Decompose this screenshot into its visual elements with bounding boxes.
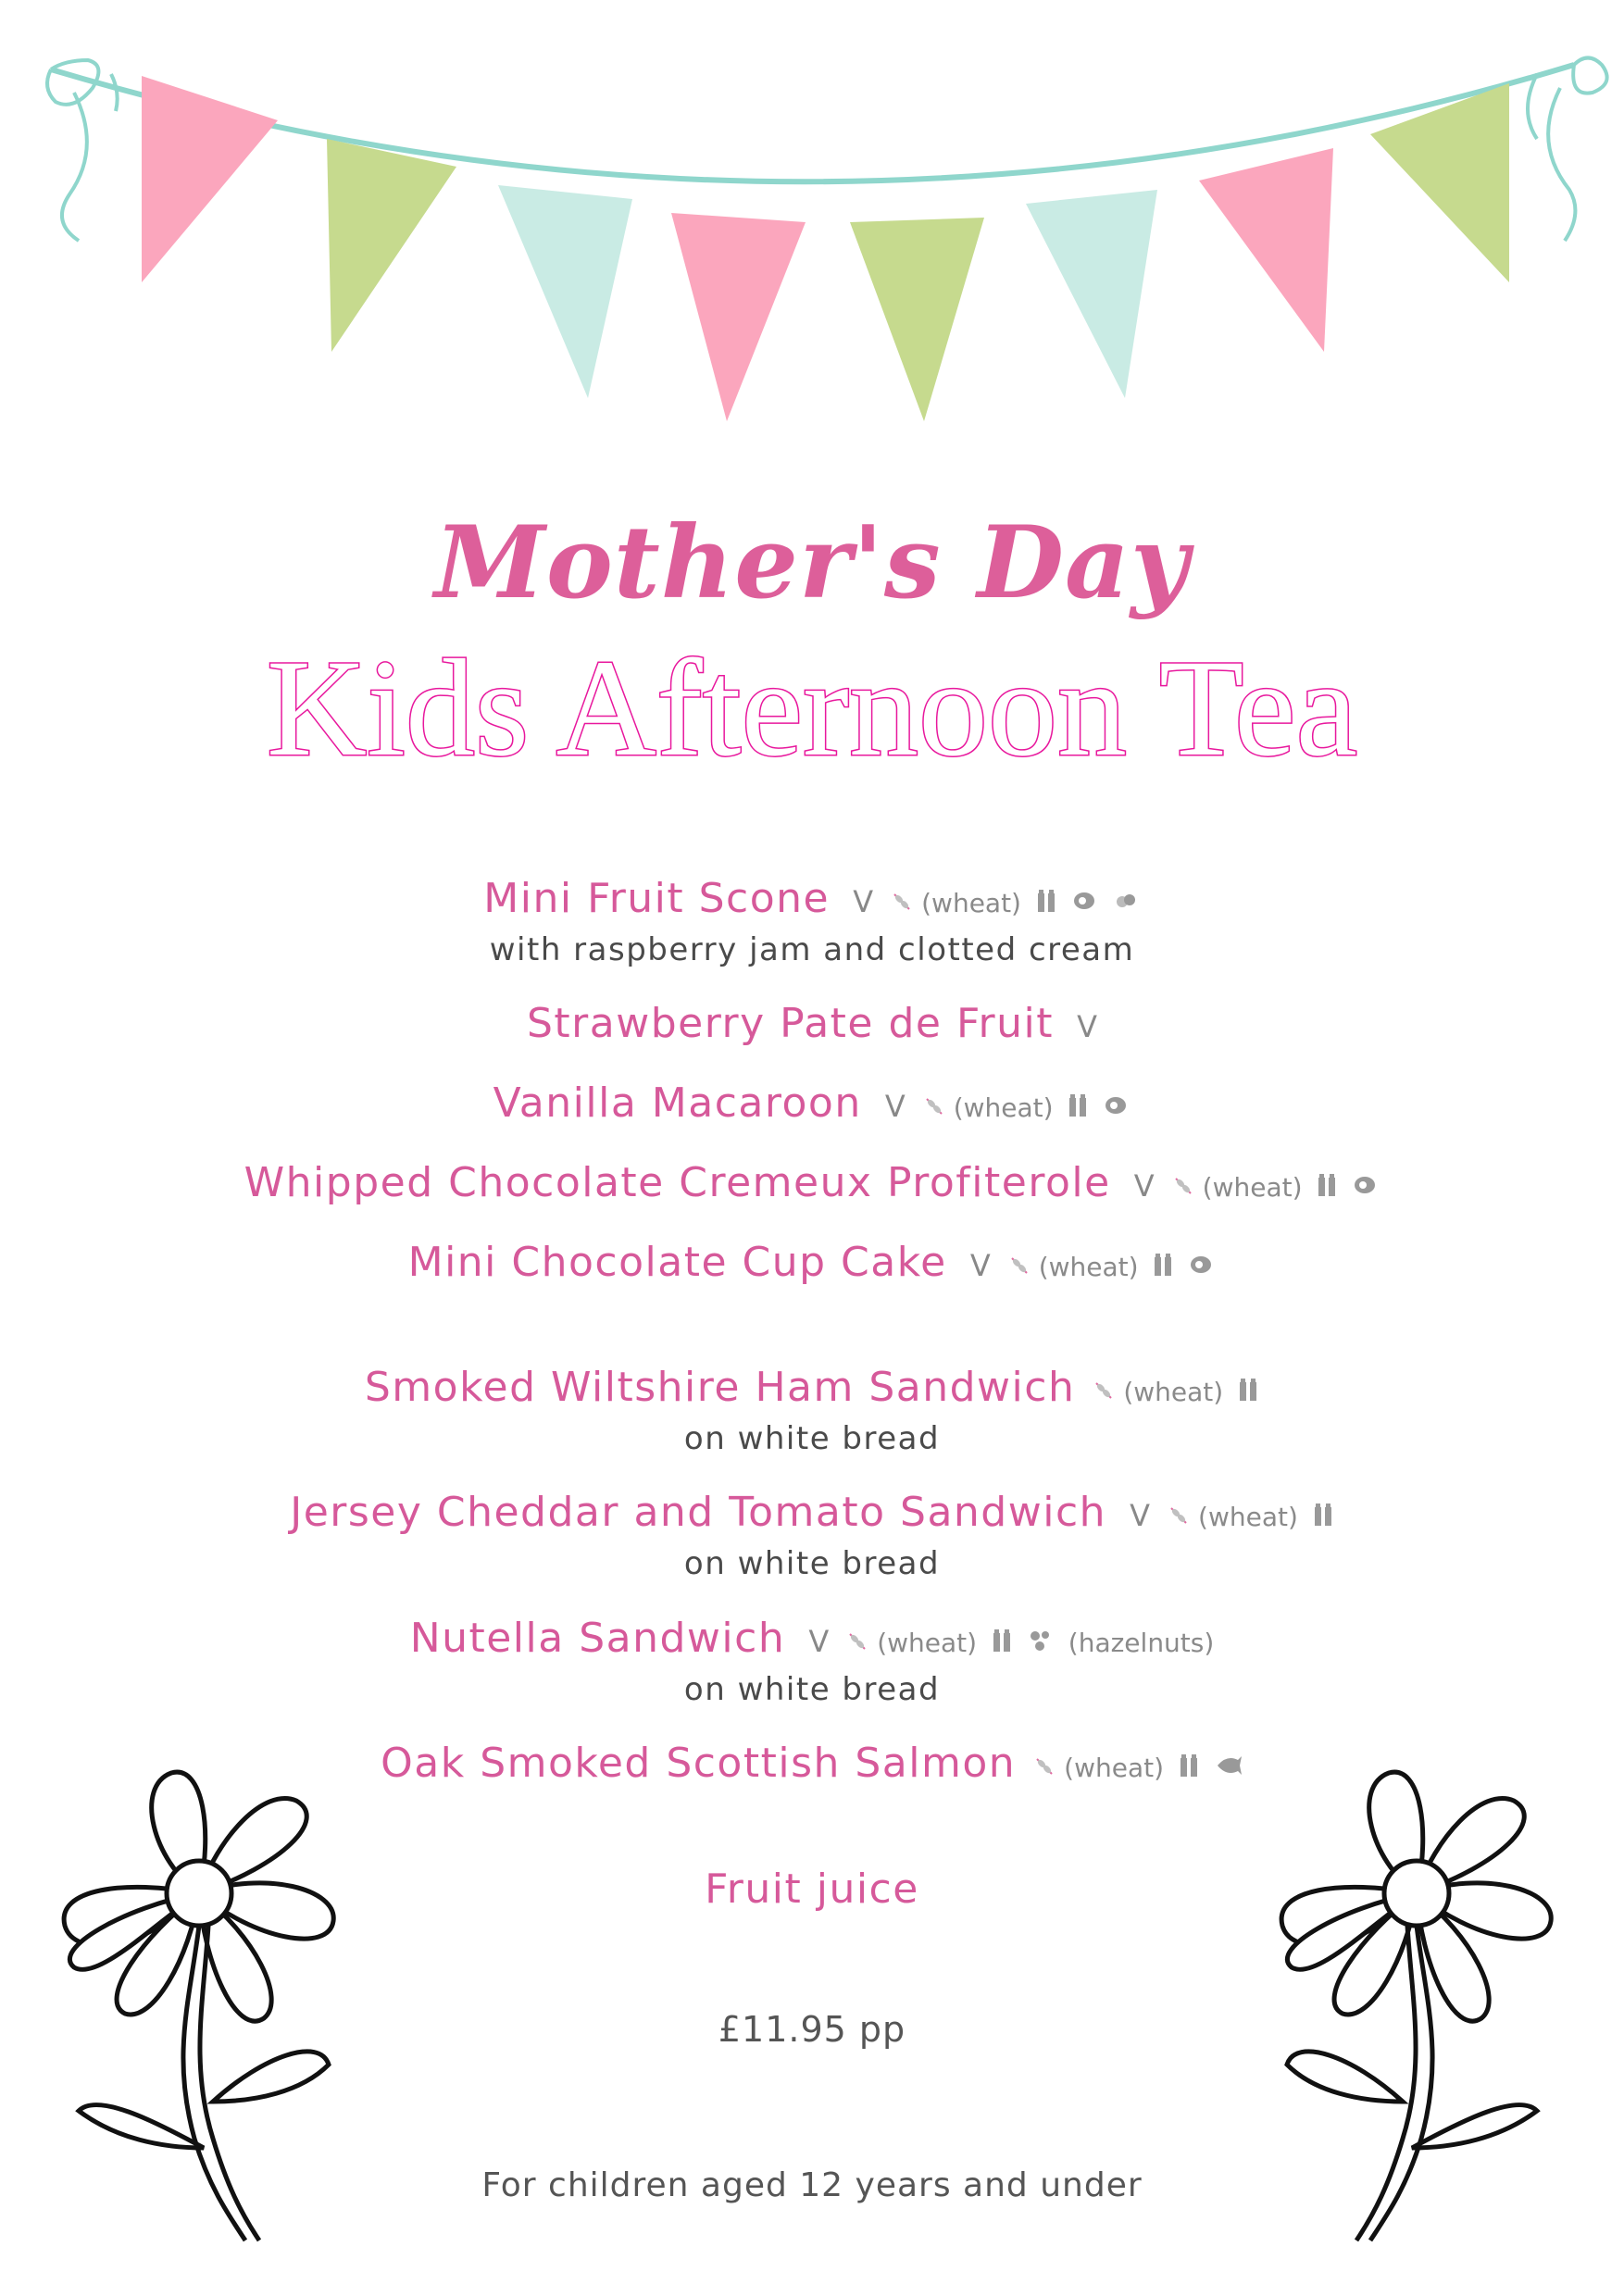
milk-icon — [1316, 1172, 1338, 1205]
menu-item-profiterole — [0, 1159, 1624, 1208]
bunting-banner — [0, 0, 1624, 444]
vegetarian-badge: V — [1077, 1009, 1097, 1044]
soya-icon — [1113, 889, 1141, 920]
item-name: Jersey Cheddar and Tomato Sandwich — [290, 1489, 1107, 1536]
gluten-wheat-icon — [1093, 1378, 1115, 1409]
wheat-label: (wheat) — [953, 1092, 1054, 1123]
item-description: with raspberry jam and clotted cream — [489, 930, 1135, 968]
vegetarian-badge: V — [853, 884, 874, 919]
fish-icon — [1214, 1753, 1243, 1786]
price: £11.95 pp — [718, 2009, 906, 2050]
gluten-wheat-icon — [923, 1093, 945, 1125]
milk-icon — [991, 1628, 1013, 1661]
menu-item-cheddar-tomato-sandwich — [0, 1489, 1624, 1583]
gluten-wheat-icon — [1172, 1173, 1194, 1204]
milk-icon — [1152, 1252, 1174, 1285]
nuts-icon — [1027, 1628, 1055, 1661]
title-mothers-day: Mother's Day — [434, 505, 1190, 621]
gluten-wheat-icon — [1168, 1503, 1190, 1534]
item-name: Mini Chocolate Cup Cake — [407, 1239, 947, 1286]
item-name: Strawberry Pate de Fruit — [526, 1000, 1055, 1047]
daisy-flower-left — [51, 1750, 356, 2250]
milk-icon — [1312, 1502, 1334, 1535]
item-description: on white bread — [683, 1419, 941, 1457]
menu-item-nutella-sandwich — [0, 1615, 1624, 1709]
wheat-label: (wheat) — [921, 888, 1021, 918]
menu-item-vanilla-macaroon — [0, 1079, 1624, 1129]
milk-icon — [1178, 1753, 1200, 1786]
egg-icon — [1071, 889, 1099, 920]
item-name: Fruit juice — [705, 1866, 919, 1913]
item-description: on white bread — [683, 1670, 941, 1708]
gluten-wheat-icon — [846, 1628, 868, 1660]
nuts-label: (hazelnuts) — [1068, 1628, 1215, 1658]
vegetarian-badge: V — [969, 1248, 991, 1283]
milk-icon — [1237, 1377, 1259, 1410]
menu-item-ham-sandwich — [0, 1364, 1624, 1458]
wheat-label: (wheat) — [1038, 1252, 1139, 1282]
item-name: Smoked Wiltshire Ham Sandwich — [364, 1364, 1076, 1411]
wheat-label: (wheat) — [1123, 1377, 1224, 1407]
daisy-flower-right — [1268, 1750, 1574, 2250]
vegetarian-badge: V — [884, 1089, 906, 1124]
menu-item-mini-chocolate-cup-cake — [0, 1239, 1624, 1288]
item-name: Oak Smoked Scottish Salmon — [381, 1740, 1017, 1787]
item-name: Vanilla Macaroon — [493, 1079, 862, 1127]
milk-icon — [1067, 1092, 1089, 1126]
title-kids-afternoon-tea: Kids Afternoon Tea — [266, 631, 1358, 785]
item-description: on white bread — [683, 1544, 941, 1582]
wheat-label: (wheat) — [877, 1628, 978, 1658]
egg-icon — [1103, 1093, 1131, 1125]
gluten-wheat-icon — [1008, 1253, 1031, 1284]
gluten-wheat-icon — [891, 889, 913, 920]
wheat-label: (wheat) — [1202, 1172, 1303, 1203]
gluten-wheat-icon — [1033, 1753, 1056, 1785]
wheat-label: (wheat) — [1064, 1753, 1165, 1783]
milk-icon — [1035, 888, 1057, 921]
vegetarian-badge: V — [1133, 1168, 1155, 1204]
wheat-label: (wheat) — [1198, 1502, 1298, 1532]
item-name: Nutella Sandwich — [409, 1615, 786, 1662]
menu-item-mini-fruit-scone — [0, 875, 1624, 969]
age-note: For children aged 12 years and under — [481, 2166, 1143, 2204]
egg-icon — [1188, 1253, 1216, 1284]
vegetarian-badge: V — [1130, 1498, 1151, 1533]
menu-item-strawberry-pate-de-fruit — [0, 1000, 1624, 1049]
item-name: Mini Fruit Scone — [483, 875, 831, 922]
egg-icon — [1352, 1173, 1380, 1204]
vegetarian-badge: V — [808, 1624, 830, 1659]
item-name: Whipped Chocolate Cremeux Profiterole — [244, 1159, 1111, 1206]
